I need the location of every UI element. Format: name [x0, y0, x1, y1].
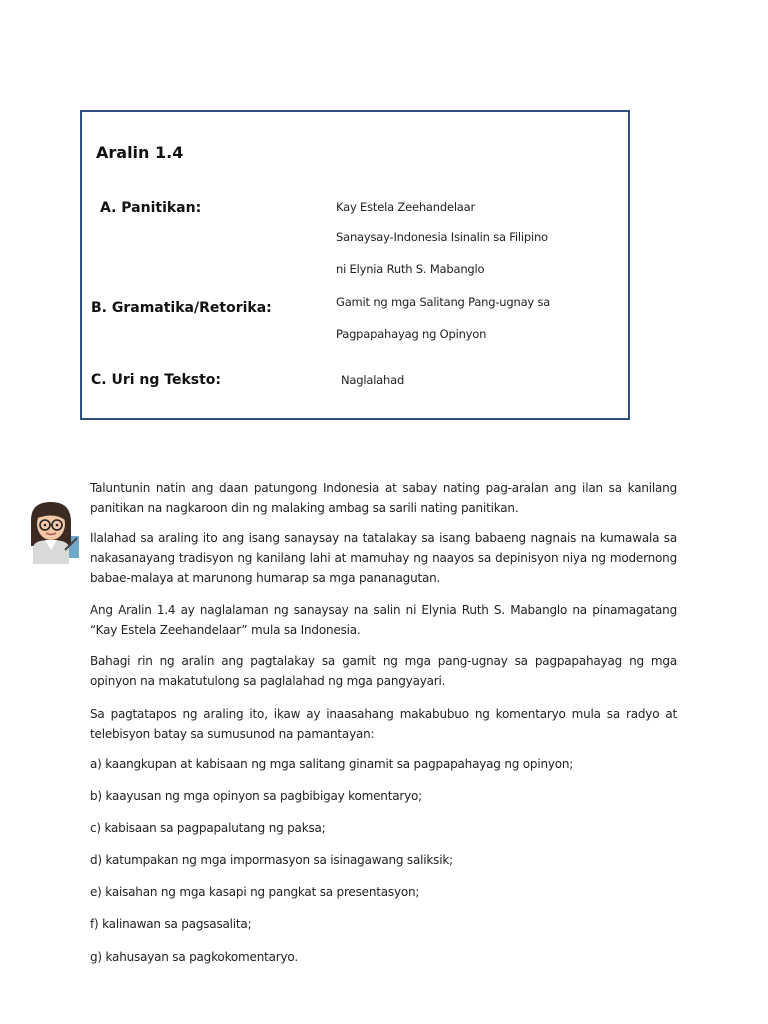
criteria-item: a) kaangkupan at kabisaan ng mga salitang ginamit sa pagpapahayag ng opinyon;: [90, 757, 574, 771]
paragraph-3: Ang Aralin 1.4 ay naglalaman ng sanaysay na salin ni Elynia Ruth S. Mabanglo na pinamagatang “Kay Estela Zeehandelaar” mula sa Indonesia.: [90, 603, 677, 637]
gramatika-line-1: Gamit ng mga Salitang Pang-ugnay sa: [336, 295, 551, 309]
criteria-item: f) kalinawan sa pagsasalita;: [90, 917, 252, 931]
gramatika-label: B. Gramatika/Retorika:: [91, 300, 272, 316]
gramatika-line-2: Pagpapahayag ng Opinyon: [336, 327, 487, 341]
paragraph-5: Sa pagtatapos ng araling ito, ikaw ay inaasahang makabubuo ng komentaryo mula sa radyo at telebisyon batay sa sumusunod na pamantayan:: [90, 707, 677, 741]
panitikan-genre: Sanaysay-Indonesia Isinalin sa Filipino: [336, 230, 548, 244]
criteria-item: b) kaayusan ng mga opinyon sa pagbibigay komentaryo;: [90, 789, 422, 803]
criteria-item: e) kaisahan ng mga kasapi ng pangkat sa presentasyon;: [90, 885, 420, 899]
uri-label: C. Uri ng Teksto:: [91, 372, 222, 388]
panitikan-title: Kay Estela Zeehandelaar: [336, 200, 476, 214]
panitikan-author: ni Elynia Ruth S. Mabanglo: [336, 262, 485, 276]
criteria-item: d) katumpakan ng mga impormasyon sa isinagawang saliksik;: [90, 853, 453, 867]
criteria-item: g) kahusayan sa pagkokomentaryo.: [90, 950, 298, 964]
lesson-title: Aralin 1.4: [96, 143, 184, 162]
paragraph-4: Bahagi rin ng aralin ang pagtalakay sa gamit ng mga pang-ugnay sa pagpapahayag ng mga opinyon na makatutulong sa paglalahad ng mga pangyayari.: [90, 654, 677, 688]
teacher-icon: [25, 500, 81, 564]
criteria-item: c) kabisaan sa pagpapalutang ng paksa;: [90, 821, 326, 835]
paragraph-2: Ilalahad sa araling ito ang isang sanaysay na tatalakay sa isang babaeng nagnais na kumawala sa nakasanayang tradisyon ng kanilang lahi at mamuhay ng naayos sa depinisyon niya ng modernong babae-malaya at marunong humarap sa mga pananagutan.: [90, 531, 677, 585]
uri-value: Naglalahad: [341, 373, 405, 387]
panitikan-label: A. Panitikan:: [100, 200, 202, 216]
paragraph-1: Taluntunin natin ang daan patungong Indonesia at sabay nating pag-aralan ang ilan sa kanilang panitikan na nagkaroon din ng malaking ambag sa sarili nating panitikan.: [90, 481, 677, 515]
